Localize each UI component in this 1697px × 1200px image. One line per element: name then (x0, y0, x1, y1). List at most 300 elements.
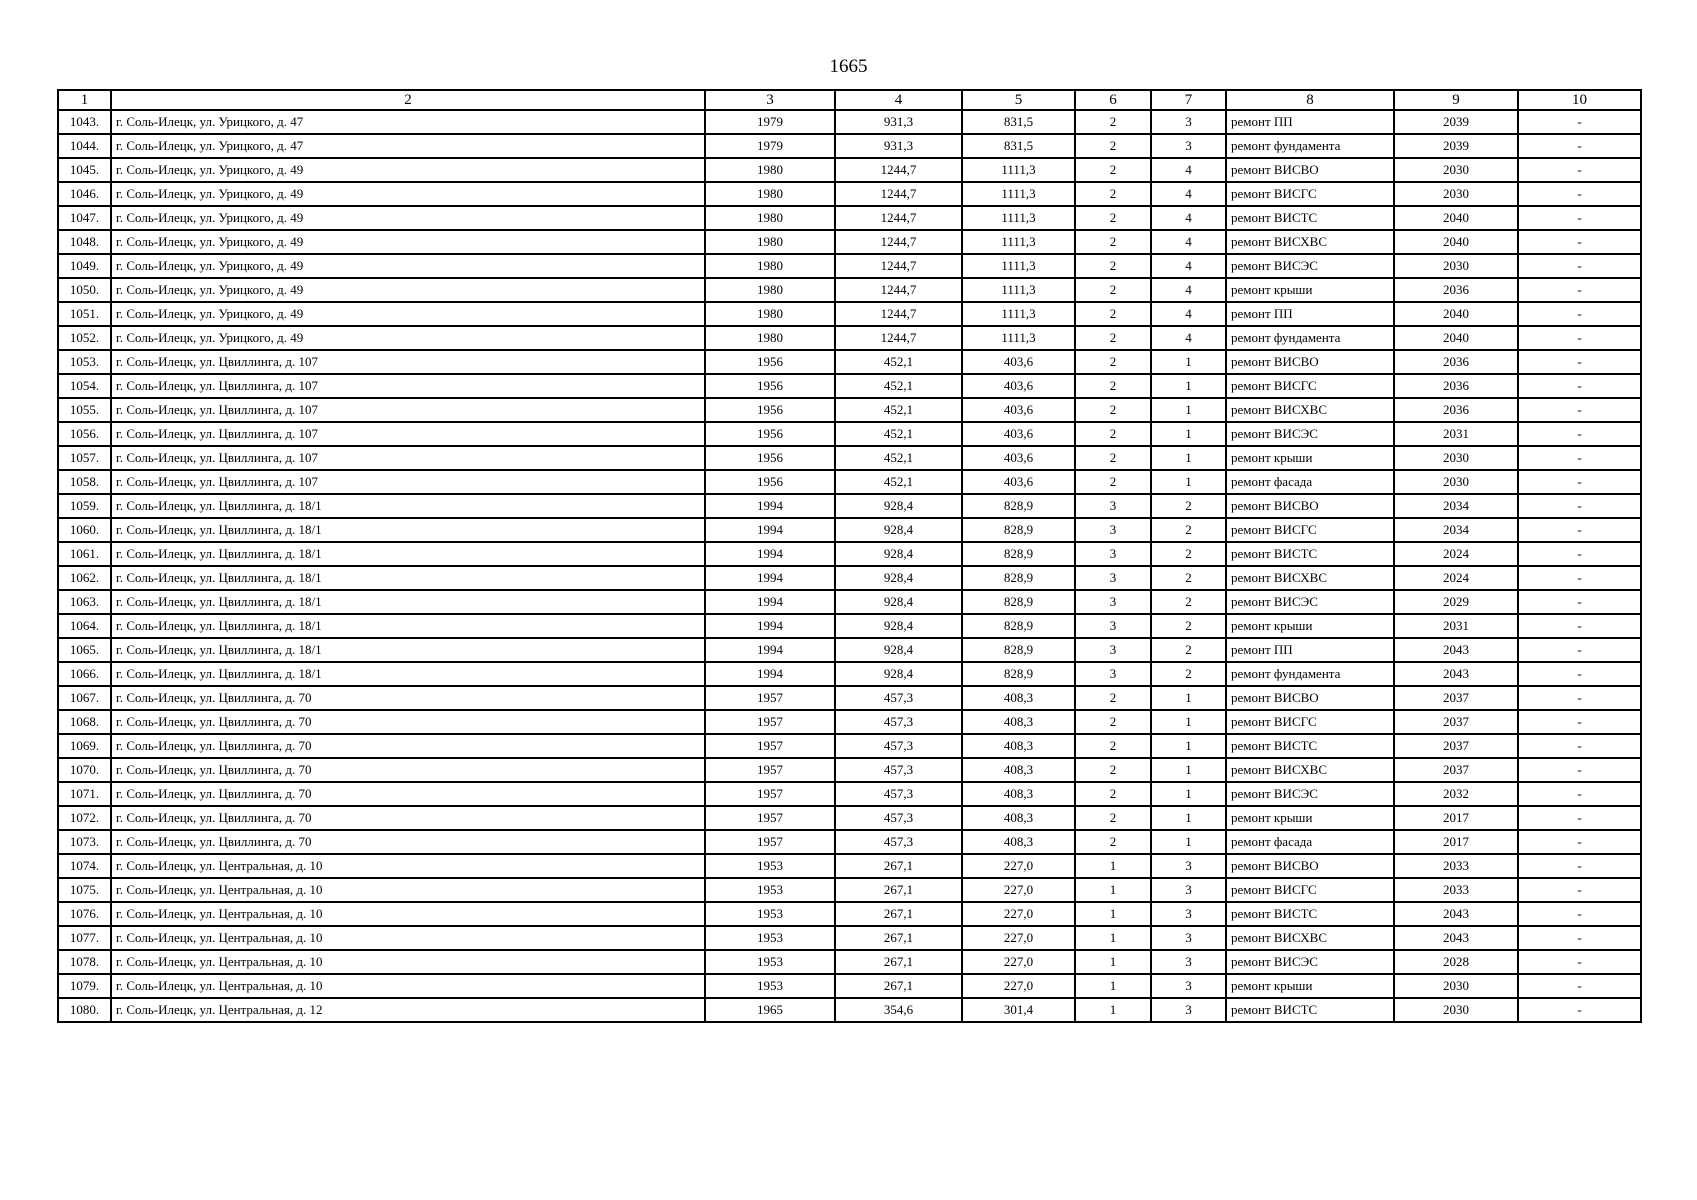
cell-entrances: 2 (1151, 566, 1226, 590)
column-number-header-row (58, 90, 1641, 110)
cell-build-year: 1980 (705, 182, 835, 206)
cell-build-year: 1953 (705, 878, 835, 902)
cell-total-area: 452,1 (835, 398, 962, 422)
table-row (58, 422, 1641, 446)
table-row (58, 878, 1641, 902)
cell-living-area: 1111,3 (962, 158, 1075, 182)
cell-cost: - (1518, 734, 1641, 758)
cell-living-area: 301,4 (962, 998, 1075, 1022)
cell-work-type: ремонт ВИСТС (1226, 902, 1394, 926)
cell-cost: - (1518, 374, 1641, 398)
table-row (58, 398, 1641, 422)
cell-total-area: 1244,7 (835, 230, 962, 254)
cell-work-type: ремонт ВИСХВС (1226, 926, 1394, 950)
cell-entrances: 1 (1151, 806, 1226, 830)
cell-row-number: 1063. (58, 590, 111, 614)
table-row (58, 350, 1641, 374)
cell-entrances: 3 (1151, 110, 1226, 134)
cell-entrances: 2 (1151, 494, 1226, 518)
cell-build-year: 1953 (705, 902, 835, 926)
cell-planned-year: 2024 (1394, 542, 1518, 566)
cell-build-year: 1956 (705, 350, 835, 374)
cell-living-area: 408,3 (962, 830, 1075, 854)
column-header: 3 (705, 90, 835, 110)
cell-address: г. Соль-Илецк, ул. Урицкого, д. 49 (111, 230, 705, 254)
table-row (58, 254, 1641, 278)
cell-row-number: 1068. (58, 710, 111, 734)
cell-build-year: 1994 (705, 638, 835, 662)
cell-cost: - (1518, 806, 1641, 830)
cell-work-type: ремонт фасада (1226, 830, 1394, 854)
cell-cost: - (1518, 494, 1641, 518)
cell-address: г. Соль-Илецк, ул. Урицкого, д. 47 (111, 110, 705, 134)
cell-build-year: 1994 (705, 566, 835, 590)
cell-build-year: 1980 (705, 158, 835, 182)
cell-row-number: 1072. (58, 806, 111, 830)
cell-planned-year: 2030 (1394, 470, 1518, 494)
cell-total-area: 1244,7 (835, 206, 962, 230)
cell-row-number: 1069. (58, 734, 111, 758)
table-row (58, 926, 1641, 950)
cell-living-area: 828,9 (962, 614, 1075, 638)
cell-entrances: 4 (1151, 206, 1226, 230)
cell-floors: 2 (1075, 158, 1151, 182)
cell-planned-year: 2043 (1394, 926, 1518, 950)
cell-row-number: 1049. (58, 254, 111, 278)
cell-planned-year: 2030 (1394, 254, 1518, 278)
cell-planned-year: 2037 (1394, 734, 1518, 758)
cell-row-number: 1066. (58, 662, 111, 686)
cell-living-area: 1111,3 (962, 326, 1075, 350)
cell-floors: 2 (1075, 830, 1151, 854)
cell-entrances: 4 (1151, 326, 1226, 350)
cell-address: г. Соль-Илецк, ул. Урицкого, д. 49 (111, 302, 705, 326)
cell-cost: - (1518, 254, 1641, 278)
cell-cost: - (1518, 662, 1641, 686)
cell-cost: - (1518, 182, 1641, 206)
table-row (58, 326, 1641, 350)
cell-address: г. Соль-Илецк, ул. Цвиллинга, д. 107 (111, 422, 705, 446)
cell-work-type: ремонт ВИСТС (1226, 998, 1394, 1022)
cell-entrances: 2 (1151, 518, 1226, 542)
table-row (58, 830, 1641, 854)
cell-work-type: ремонт ВИСЭС (1226, 254, 1394, 278)
cell-build-year: 1957 (705, 710, 835, 734)
cell-row-number: 1050. (58, 278, 111, 302)
cell-planned-year: 2043 (1394, 662, 1518, 686)
cell-build-year: 1994 (705, 542, 835, 566)
cell-cost: - (1518, 902, 1641, 926)
cell-entrances: 2 (1151, 638, 1226, 662)
cell-build-year: 1957 (705, 734, 835, 758)
cell-living-area: 403,6 (962, 446, 1075, 470)
cell-cost: - (1518, 422, 1641, 446)
cell-planned-year: 2040 (1394, 326, 1518, 350)
cell-planned-year: 2037 (1394, 686, 1518, 710)
cell-entrances: 3 (1151, 134, 1226, 158)
cell-build-year: 1979 (705, 110, 835, 134)
cell-planned-year: 2017 (1394, 806, 1518, 830)
column-header: 4 (835, 90, 962, 110)
cell-planned-year: 2030 (1394, 974, 1518, 998)
cell-row-number: 1065. (58, 638, 111, 662)
cell-cost: - (1518, 230, 1641, 254)
cell-total-area: 1244,7 (835, 278, 962, 302)
cell-total-area: 267,1 (835, 926, 962, 950)
cell-cost: - (1518, 782, 1641, 806)
cell-row-number: 1077. (58, 926, 111, 950)
column-header: 1 (58, 90, 111, 110)
cell-living-area: 408,3 (962, 806, 1075, 830)
cell-address: г. Соль-Илецк, ул. Цвиллинга, д. 70 (111, 782, 705, 806)
cell-total-area: 928,4 (835, 590, 962, 614)
cell-total-area: 457,3 (835, 686, 962, 710)
cell-work-type: ремонт ВИСЭС (1226, 422, 1394, 446)
cell-floors: 2 (1075, 734, 1151, 758)
cell-living-area: 403,6 (962, 350, 1075, 374)
cell-cost: - (1518, 566, 1641, 590)
cell-entrances: 3 (1151, 854, 1226, 878)
cell-floors: 2 (1075, 350, 1151, 374)
cell-floors: 2 (1075, 374, 1151, 398)
cell-build-year: 1953 (705, 926, 835, 950)
cell-floors: 1 (1075, 998, 1151, 1022)
column-header: 6 (1075, 90, 1151, 110)
cell-total-area: 1244,7 (835, 254, 962, 278)
table-row (58, 974, 1641, 998)
cell-floors: 3 (1075, 518, 1151, 542)
cell-row-number: 1062. (58, 566, 111, 590)
cell-work-type: ремонт ВИСЭС (1226, 590, 1394, 614)
cell-address: г. Соль-Илецк, ул. Цвиллинга, д. 70 (111, 806, 705, 830)
cell-total-area: 928,4 (835, 518, 962, 542)
table-row (58, 998, 1641, 1022)
cell-planned-year: 2033 (1394, 854, 1518, 878)
cell-total-area: 452,1 (835, 374, 962, 398)
cell-cost: - (1518, 110, 1641, 134)
cell-floors: 3 (1075, 614, 1151, 638)
cell-living-area: 828,9 (962, 494, 1075, 518)
table-row (58, 902, 1641, 926)
cell-floors: 1 (1075, 878, 1151, 902)
cell-entrances: 4 (1151, 182, 1226, 206)
cell-planned-year: 2043 (1394, 638, 1518, 662)
cell-total-area: 928,4 (835, 638, 962, 662)
table-row (58, 470, 1641, 494)
cell-cost: - (1518, 854, 1641, 878)
cell-total-area: 457,3 (835, 830, 962, 854)
cell-build-year: 1980 (705, 206, 835, 230)
cell-address: г. Соль-Илецк, ул. Цвиллинга, д. 18/1 (111, 542, 705, 566)
cell-entrances: 2 (1151, 542, 1226, 566)
cell-total-area: 457,3 (835, 806, 962, 830)
cell-address: г. Соль-Илецк, ул. Центральная, д. 10 (111, 950, 705, 974)
cell-total-area: 457,3 (835, 758, 962, 782)
cell-total-area: 1244,7 (835, 326, 962, 350)
cell-planned-year: 2043 (1394, 902, 1518, 926)
column-header: 5 (962, 90, 1075, 110)
cell-planned-year: 2029 (1394, 590, 1518, 614)
cell-floors: 3 (1075, 566, 1151, 590)
cell-address: г. Соль-Илецк, ул. Цвиллинга, д. 18/1 (111, 614, 705, 638)
cell-build-year: 1957 (705, 806, 835, 830)
cell-work-type: ремонт ВИСВО (1226, 854, 1394, 878)
cell-floors: 2 (1075, 134, 1151, 158)
cell-row-number: 1051. (58, 302, 111, 326)
cell-planned-year: 2030 (1394, 998, 1518, 1022)
cell-address: г. Соль-Илецк, ул. Цвиллинга, д. 18/1 (111, 566, 705, 590)
cell-row-number: 1067. (58, 686, 111, 710)
table-row (58, 686, 1641, 710)
cell-cost: - (1518, 398, 1641, 422)
cell-address: г. Соль-Илецк, ул. Цвиллинга, д. 18/1 (111, 494, 705, 518)
table-row (58, 182, 1641, 206)
cell-entrances: 1 (1151, 422, 1226, 446)
cell-row-number: 1076. (58, 902, 111, 926)
cell-cost: - (1518, 278, 1641, 302)
cell-total-area: 1244,7 (835, 158, 962, 182)
cell-living-area: 227,0 (962, 878, 1075, 902)
table-row (58, 110, 1641, 134)
cell-planned-year: 2037 (1394, 758, 1518, 782)
cell-build-year: 1994 (705, 590, 835, 614)
cell-entrances: 2 (1151, 662, 1226, 686)
cell-work-type: ремонт фундамента (1226, 134, 1394, 158)
cell-row-number: 1064. (58, 614, 111, 638)
cell-floors: 2 (1075, 302, 1151, 326)
cell-total-area: 452,1 (835, 350, 962, 374)
cell-address: г. Соль-Илецк, ул. Цвиллинга, д. 70 (111, 686, 705, 710)
cell-address: г. Соль-Илецк, ул. Цвиллинга, д. 18/1 (111, 662, 705, 686)
cell-floors: 2 (1075, 230, 1151, 254)
table-row (58, 614, 1641, 638)
cell-address: г. Соль-Илецк, ул. Цвиллинга, д. 107 (111, 446, 705, 470)
cell-total-area: 457,3 (835, 734, 962, 758)
cell-total-area: 452,1 (835, 422, 962, 446)
cell-cost: - (1518, 542, 1641, 566)
cell-total-area: 1244,7 (835, 182, 962, 206)
table-row (58, 134, 1641, 158)
cell-address: г. Соль-Илецк, ул. Цвиллинга, д. 70 (111, 734, 705, 758)
cell-entrances: 1 (1151, 398, 1226, 422)
cell-build-year: 1957 (705, 686, 835, 710)
table-row (58, 782, 1641, 806)
cell-work-type: ремонт ВИСВО (1226, 494, 1394, 518)
cell-work-type: ремонт ВИСХВС (1226, 398, 1394, 422)
cell-entrances: 4 (1151, 278, 1226, 302)
cell-floors: 2 (1075, 422, 1151, 446)
cell-entrances: 3 (1151, 902, 1226, 926)
cell-work-type: ремонт крыши (1226, 614, 1394, 638)
cell-work-type: ремонт крыши (1226, 806, 1394, 830)
cell-floors: 3 (1075, 542, 1151, 566)
cell-address: г. Соль-Илецк, ул. Цвиллинга, д. 107 (111, 350, 705, 374)
table-body (58, 110, 1641, 1022)
cell-work-type: ремонт ВИСЭС (1226, 782, 1394, 806)
cell-planned-year: 2039 (1394, 110, 1518, 134)
cell-row-number: 1044. (58, 134, 111, 158)
cell-planned-year: 2030 (1394, 182, 1518, 206)
cell-row-number: 1046. (58, 182, 111, 206)
cell-living-area: 1111,3 (962, 182, 1075, 206)
cell-cost: - (1518, 998, 1641, 1022)
table-row (58, 446, 1641, 470)
cell-entrances: 4 (1151, 302, 1226, 326)
cell-entrances: 1 (1151, 470, 1226, 494)
cell-floors: 2 (1075, 398, 1151, 422)
cell-address: г. Соль-Илецк, ул. Урицкого, д. 49 (111, 326, 705, 350)
cell-floors: 2 (1075, 782, 1151, 806)
cell-entrances: 4 (1151, 254, 1226, 278)
cell-planned-year: 2028 (1394, 950, 1518, 974)
cell-living-area: 828,9 (962, 638, 1075, 662)
cell-total-area: 1244,7 (835, 302, 962, 326)
cell-total-area: 931,3 (835, 134, 962, 158)
cell-work-type: ремонт ВИСГС (1226, 182, 1394, 206)
cell-total-area: 267,1 (835, 902, 962, 926)
cell-address: г. Соль-Илецк, ул. Цвиллинга, д. 107 (111, 374, 705, 398)
cell-build-year: 1956 (705, 398, 835, 422)
cell-entrances: 4 (1151, 158, 1226, 182)
cell-total-area: 457,3 (835, 710, 962, 734)
cell-cost: - (1518, 926, 1641, 950)
cell-work-type: ремонт ВИСТС (1226, 734, 1394, 758)
cell-floors: 2 (1075, 710, 1151, 734)
cell-row-number: 1057. (58, 446, 111, 470)
cell-planned-year: 2031 (1394, 614, 1518, 638)
cell-build-year: 1957 (705, 782, 835, 806)
cell-total-area: 267,1 (835, 854, 962, 878)
cell-address: г. Соль-Илецк, ул. Урицкого, д. 49 (111, 278, 705, 302)
cell-floors: 2 (1075, 278, 1151, 302)
cell-floors: 2 (1075, 758, 1151, 782)
cell-build-year: 1953 (705, 854, 835, 878)
cell-work-type: ремонт фасада (1226, 470, 1394, 494)
cell-row-number: 1059. (58, 494, 111, 518)
cell-total-area: 267,1 (835, 878, 962, 902)
cell-work-type: ремонт ВИСХВС (1226, 230, 1394, 254)
cell-cost: - (1518, 302, 1641, 326)
cell-living-area: 408,3 (962, 686, 1075, 710)
cell-floors: 3 (1075, 662, 1151, 686)
cell-entrances: 1 (1151, 758, 1226, 782)
cell-cost: - (1518, 326, 1641, 350)
cell-build-year: 1957 (705, 830, 835, 854)
cell-work-type: ремонт крыши (1226, 278, 1394, 302)
cell-work-type: ремонт ВИСХВС (1226, 566, 1394, 590)
cell-living-area: 1111,3 (962, 302, 1075, 326)
cell-build-year: 1979 (705, 134, 835, 158)
cell-row-number: 1075. (58, 878, 111, 902)
cell-total-area: 267,1 (835, 974, 962, 998)
cell-floors: 1 (1075, 926, 1151, 950)
cell-entrances: 4 (1151, 230, 1226, 254)
cell-living-area: 227,0 (962, 974, 1075, 998)
cell-work-type: ремонт ВИСГС (1226, 878, 1394, 902)
cell-living-area: 227,0 (962, 950, 1075, 974)
cell-work-type: ремонт ВИСТС (1226, 206, 1394, 230)
cell-cost: - (1518, 614, 1641, 638)
cell-planned-year: 2036 (1394, 350, 1518, 374)
cell-floors: 2 (1075, 326, 1151, 350)
table-row (58, 638, 1641, 662)
cell-address: г. Соль-Илецк, ул. Центральная, д. 10 (111, 926, 705, 950)
cell-cost: - (1518, 470, 1641, 494)
cell-row-number: 1080. (58, 998, 111, 1022)
table-row (58, 662, 1641, 686)
cell-build-year: 1953 (705, 974, 835, 998)
cell-address: г. Соль-Илецк, ул. Цвиллинга, д. 18/1 (111, 638, 705, 662)
cell-address: г. Соль-Илецк, ул. Центральная, д. 10 (111, 854, 705, 878)
cell-total-area: 928,4 (835, 494, 962, 518)
cell-row-number: 1054. (58, 374, 111, 398)
cell-living-area: 227,0 (962, 854, 1075, 878)
cell-floors: 2 (1075, 182, 1151, 206)
cell-total-area: 457,3 (835, 782, 962, 806)
cell-living-area: 1111,3 (962, 230, 1075, 254)
cell-living-area: 1111,3 (962, 278, 1075, 302)
cell-entrances: 3 (1151, 878, 1226, 902)
table-row (58, 710, 1641, 734)
cell-entrances: 3 (1151, 998, 1226, 1022)
column-header: 8 (1226, 90, 1394, 110)
cell-cost: - (1518, 158, 1641, 182)
cell-cost: - (1518, 710, 1641, 734)
cell-floors: 2 (1075, 470, 1151, 494)
cell-work-type: ремонт ВИСТС (1226, 542, 1394, 566)
cell-work-type: ремонт ПП (1226, 638, 1394, 662)
cell-address: г. Соль-Илецк, ул. Цвиллинга, д. 107 (111, 398, 705, 422)
table-row (58, 854, 1641, 878)
cell-entrances: 2 (1151, 614, 1226, 638)
cell-living-area: 403,6 (962, 470, 1075, 494)
cell-row-number: 1060. (58, 518, 111, 542)
cell-planned-year: 2031 (1394, 422, 1518, 446)
cell-work-type: ремонт фундамента (1226, 326, 1394, 350)
table-row (58, 302, 1641, 326)
cell-cost: - (1518, 206, 1641, 230)
column-header: 10 (1518, 90, 1641, 110)
cell-total-area: 267,1 (835, 950, 962, 974)
cell-floors: 2 (1075, 254, 1151, 278)
cell-row-number: 1079. (58, 974, 111, 998)
cell-row-number: 1058. (58, 470, 111, 494)
cell-address: г. Соль-Илецк, ул. Цвиллинга, д. 70 (111, 830, 705, 854)
cell-floors: 2 (1075, 806, 1151, 830)
cell-living-area: 408,3 (962, 758, 1075, 782)
cell-planned-year: 2039 (1394, 134, 1518, 158)
cell-build-year: 1994 (705, 662, 835, 686)
cell-row-number: 1043. (58, 110, 111, 134)
cell-total-area: 928,4 (835, 566, 962, 590)
table-row (58, 374, 1641, 398)
cell-planned-year: 2030 (1394, 446, 1518, 470)
cell-floors: 3 (1075, 638, 1151, 662)
column-header: 9 (1394, 90, 1518, 110)
cell-build-year: 1956 (705, 374, 835, 398)
cell-living-area: 828,9 (962, 542, 1075, 566)
cell-planned-year: 2034 (1394, 494, 1518, 518)
cell-row-number: 1047. (58, 206, 111, 230)
cell-build-year: 1957 (705, 758, 835, 782)
cell-address: г. Соль-Илецк, ул. Урицкого, д. 49 (111, 158, 705, 182)
cell-work-type: ремонт ВИСГС (1226, 374, 1394, 398)
cell-floors: 2 (1075, 206, 1151, 230)
repair-schedule-table (57, 89, 1642, 1023)
table-row (58, 278, 1641, 302)
cell-work-type: ремонт ПП (1226, 110, 1394, 134)
cell-entrances: 1 (1151, 686, 1226, 710)
